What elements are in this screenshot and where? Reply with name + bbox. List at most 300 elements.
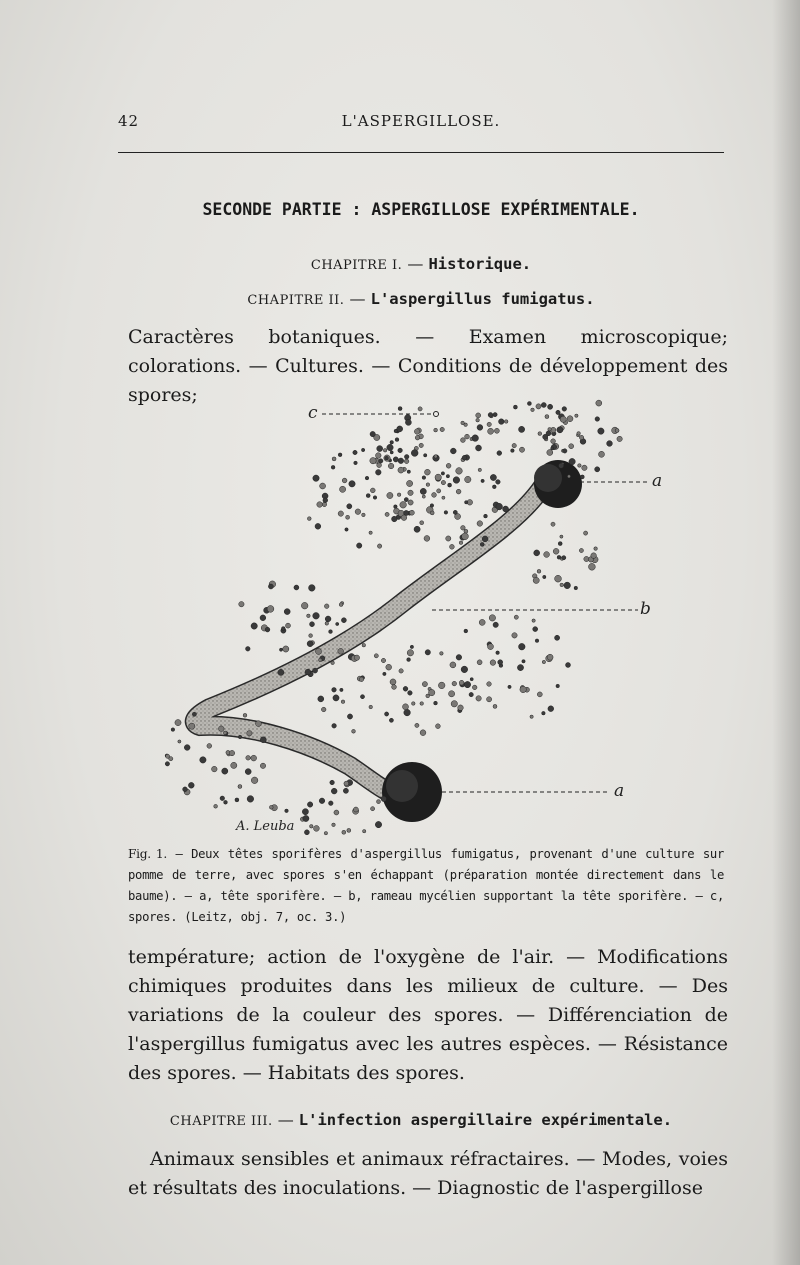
spore — [331, 465, 335, 469]
spore — [545, 415, 549, 419]
spore — [569, 444, 574, 449]
spore — [267, 606, 274, 613]
spore — [405, 419, 411, 425]
spore — [556, 684, 560, 688]
spore — [281, 627, 285, 631]
spore — [407, 480, 413, 486]
spore — [591, 553, 597, 559]
spore — [404, 709, 411, 716]
spore — [517, 665, 523, 671]
spore — [357, 543, 362, 548]
label-b-marker — [432, 599, 651, 619]
spore — [238, 735, 242, 739]
spore — [245, 769, 251, 775]
spore — [324, 604, 329, 609]
spore — [302, 809, 308, 815]
spore — [260, 737, 266, 743]
spore — [247, 796, 254, 803]
spore — [381, 658, 385, 662]
spore — [465, 476, 471, 482]
spore — [418, 407, 422, 411]
spore — [446, 463, 451, 468]
spore — [532, 619, 535, 622]
spore — [461, 526, 466, 531]
spore — [332, 457, 336, 461]
spore — [387, 444, 393, 450]
spore — [607, 441, 613, 447]
spore — [617, 436, 622, 441]
spore — [390, 679, 396, 685]
spore — [256, 721, 262, 727]
chapter-2-label: CHAPITRE II. — [247, 293, 345, 308]
spore — [422, 682, 427, 687]
spore — [400, 502, 407, 509]
spore — [352, 729, 356, 733]
spore — [386, 664, 392, 670]
spore — [444, 511, 448, 515]
spore — [260, 615, 266, 621]
spore — [488, 644, 494, 650]
spore — [362, 513, 366, 517]
spore — [404, 459, 409, 464]
spore — [220, 796, 225, 801]
spore — [332, 823, 336, 827]
spore — [369, 531, 372, 534]
spore — [305, 669, 311, 675]
figure-label-b: b — [640, 599, 651, 619]
spore — [319, 658, 323, 662]
spore — [493, 622, 498, 627]
spore — [332, 688, 337, 693]
spore — [560, 416, 566, 422]
artist-signature: A. Leuba — [236, 819, 295, 834]
spore — [537, 569, 541, 573]
spore — [319, 798, 325, 804]
spore — [465, 434, 470, 439]
spore — [419, 443, 423, 447]
spore — [534, 550, 540, 556]
spore — [490, 474, 496, 480]
spore — [434, 455, 437, 458]
hypha-stalk — [195, 483, 545, 796]
spore — [578, 464, 582, 468]
chapter-2-heading: CHAPITRE II. — L'aspergillus fumigatus. — [247, 289, 595, 308]
spore — [392, 685, 397, 690]
spore — [214, 804, 218, 808]
spore — [558, 542, 562, 546]
spore — [533, 577, 539, 583]
spore — [347, 714, 352, 719]
spore — [313, 475, 319, 481]
spore — [314, 826, 320, 832]
spore — [560, 583, 564, 587]
spore — [398, 458, 404, 464]
spore — [414, 429, 420, 435]
spore — [363, 830, 366, 833]
spore — [165, 762, 169, 766]
spore — [476, 413, 481, 418]
spore — [426, 483, 430, 487]
spore — [353, 450, 357, 454]
spore — [494, 428, 499, 433]
spore — [555, 575, 562, 582]
spore — [260, 763, 265, 768]
spore — [476, 696, 481, 701]
spore — [480, 542, 484, 546]
chapter-2-title: L'aspergillus fumigatus. — [370, 290, 595, 308]
spore — [441, 480, 445, 484]
spore — [469, 692, 473, 696]
label-a-bottom-marker — [442, 781, 624, 801]
spore — [309, 634, 313, 638]
spore — [310, 825, 314, 829]
spore — [560, 535, 563, 538]
spore — [472, 435, 479, 442]
spore — [519, 447, 524, 452]
spore — [435, 474, 441, 480]
spore — [530, 715, 533, 718]
spore — [535, 639, 539, 643]
spore — [325, 622, 329, 626]
chapter-1-label: CHAPITRE I. — [310, 258, 403, 273]
spore — [544, 552, 550, 558]
spore — [212, 766, 218, 772]
spore — [323, 498, 328, 503]
spore — [278, 669, 284, 675]
spore — [451, 701, 457, 707]
spore — [317, 502, 323, 508]
label-c-marker — [308, 403, 439, 423]
spore — [403, 686, 408, 691]
spore — [188, 782, 194, 788]
spore — [496, 480, 501, 485]
spore — [420, 730, 426, 736]
spore — [430, 511, 434, 515]
aspergillus-figure — [140, 388, 680, 838]
spore — [477, 521, 483, 527]
spore — [392, 516, 398, 522]
spore — [376, 453, 382, 459]
spore — [434, 701, 438, 705]
spore — [514, 615, 518, 619]
spore — [490, 660, 496, 666]
spore — [461, 666, 468, 673]
spore — [390, 451, 393, 454]
spore — [499, 419, 505, 425]
spore — [331, 788, 337, 794]
spore — [332, 724, 337, 729]
spore — [537, 692, 542, 697]
spore — [450, 544, 455, 549]
spore — [329, 630, 333, 634]
spore — [318, 696, 324, 702]
spore — [265, 627, 270, 632]
spore — [309, 585, 316, 592]
spore — [387, 492, 393, 498]
spore — [489, 615, 495, 621]
spore — [365, 476, 369, 480]
spore — [425, 650, 430, 655]
spore — [450, 662, 456, 668]
spore — [512, 443, 516, 447]
spore — [422, 476, 426, 480]
spore — [580, 475, 584, 479]
spore — [520, 686, 526, 692]
spore — [183, 787, 188, 792]
spore — [557, 555, 561, 559]
spore — [361, 448, 364, 451]
spore — [553, 548, 559, 554]
spore — [200, 757, 206, 763]
spore — [344, 781, 349, 786]
spore — [566, 663, 571, 668]
spore — [316, 648, 322, 654]
spore — [464, 681, 470, 687]
spore — [390, 441, 394, 445]
spore — [301, 602, 308, 609]
spore — [425, 469, 431, 475]
spore — [476, 445, 482, 451]
spore — [385, 712, 389, 716]
spore — [579, 548, 583, 552]
spore — [171, 728, 175, 732]
spore — [222, 768, 228, 774]
spore — [333, 695, 339, 701]
spore — [251, 755, 257, 761]
spore — [349, 481, 355, 487]
spore — [307, 802, 312, 807]
spore — [347, 828, 351, 832]
figure-label-a-top: a — [652, 471, 663, 491]
spore — [373, 496, 377, 500]
spore — [533, 627, 538, 632]
spore — [462, 455, 467, 460]
spore — [492, 485, 496, 489]
spore — [487, 422, 491, 426]
spore — [479, 619, 485, 625]
spore — [340, 486, 346, 492]
spore — [394, 429, 398, 433]
spore — [398, 448, 403, 453]
spore — [543, 575, 546, 578]
spore — [512, 633, 517, 638]
spore — [559, 463, 564, 468]
spore — [338, 511, 343, 516]
spore — [496, 503, 503, 510]
spore — [557, 427, 563, 433]
spore — [478, 468, 481, 471]
caption-text: — Deux têtes sporifères d'aspergillus fumigatus, provenant d'une culture sur pomme de terre, avec spores s'en échappant (préparation montée directement dans le baume). — a, tête sporifère. — b, rameau mycélien supportant la tête sporifère. — c, spores. (Leitz, obj. 7, oc. 3.) — [128, 847, 724, 924]
spore — [452, 681, 457, 686]
spore — [459, 541, 463, 545]
page-header — [118, 112, 724, 136]
spore — [569, 458, 575, 464]
spore — [385, 512, 389, 516]
spore — [381, 796, 386, 801]
spore — [562, 407, 567, 412]
spore — [511, 449, 515, 453]
spore — [567, 416, 573, 422]
spore — [589, 563, 596, 570]
spore — [575, 414, 578, 417]
spore — [343, 788, 348, 793]
spore — [496, 651, 500, 655]
spore — [487, 697, 492, 702]
spore — [393, 457, 398, 462]
spore — [567, 475, 570, 478]
spore — [579, 435, 583, 439]
spore — [458, 705, 464, 711]
spore — [285, 809, 289, 813]
spore — [398, 407, 402, 411]
spore — [551, 439, 556, 444]
spore — [415, 723, 419, 727]
page-number: 42 — [118, 112, 140, 130]
spore — [420, 521, 424, 525]
spore — [547, 654, 553, 660]
spore — [408, 691, 413, 696]
spore — [338, 648, 344, 654]
spore — [342, 830, 346, 834]
spore — [184, 745, 190, 751]
spore — [498, 660, 503, 665]
spore — [459, 680, 464, 685]
spore — [398, 467, 404, 473]
spore — [307, 641, 313, 647]
part-title: SECONDE PARTIE : ASPERGILLOSE EXPÉRIMENTALE. — [202, 200, 640, 219]
spore — [615, 429, 619, 433]
spore — [542, 660, 545, 663]
spore — [341, 618, 346, 623]
spore — [397, 493, 401, 497]
spore — [219, 726, 225, 732]
spore — [320, 483, 326, 489]
spore — [563, 449, 567, 453]
spore — [401, 515, 407, 521]
spore — [503, 506, 509, 512]
spore — [437, 489, 441, 493]
spore — [488, 428, 494, 434]
figure-caption — [128, 844, 724, 928]
spore — [246, 647, 251, 652]
spore — [441, 472, 444, 475]
spore — [562, 556, 566, 560]
spore — [379, 459, 383, 463]
spore — [408, 490, 413, 495]
spore — [377, 800, 381, 804]
spore — [508, 685, 511, 688]
spore — [375, 821, 381, 827]
spore — [599, 451, 605, 457]
figure-label-c: c — [308, 403, 318, 423]
paragraph-1: Caractères botaniques. — Examen microscopique; colorations. — Cultures. — Conditions de développement des spores; — [128, 326, 728, 406]
spore — [461, 438, 466, 443]
spore — [477, 425, 483, 431]
spore — [366, 494, 370, 498]
chapter-3-label: CHAPITRE III. — [169, 1114, 273, 1129]
spore — [251, 623, 257, 629]
spore — [477, 660, 482, 665]
spore — [470, 678, 473, 681]
spore — [223, 731, 227, 735]
spore — [440, 427, 444, 431]
spore — [513, 405, 517, 409]
spore — [389, 718, 393, 722]
spore — [370, 431, 375, 436]
spore — [442, 496, 445, 499]
spore — [279, 648, 282, 651]
spore — [409, 510, 414, 515]
spore — [472, 685, 477, 690]
spore — [584, 531, 588, 535]
spore — [453, 510, 457, 514]
spore — [166, 754, 170, 758]
spore — [231, 762, 237, 768]
spore — [369, 705, 373, 709]
spore — [438, 682, 445, 689]
spore — [504, 420, 508, 424]
header-rule — [118, 152, 724, 153]
paragraph-2: température; action de l'oxygène de l'air. — Modifications chimiques produites dans les milieux de culture. — Des variations de la couleur des spores. — Différenciation de l'aspergillus fumigatus avec les autres espèces. — Résistance des spores. — Habitats des spores. — [128, 946, 728, 1084]
spore — [238, 785, 242, 789]
spore — [354, 461, 358, 465]
spore — [192, 712, 196, 716]
spore — [424, 536, 430, 542]
spore — [461, 421, 465, 425]
spore — [536, 404, 541, 409]
spore — [408, 500, 413, 505]
spore — [341, 700, 345, 704]
spore — [464, 629, 468, 633]
spore — [355, 509, 361, 515]
spore — [547, 450, 553, 456]
spore — [175, 720, 181, 726]
spore — [411, 450, 418, 457]
spore — [374, 654, 378, 658]
spore — [383, 449, 387, 453]
spore — [404, 498, 408, 502]
spore — [336, 622, 339, 625]
spore — [407, 658, 411, 662]
spore — [574, 586, 578, 590]
spore — [178, 740, 181, 743]
spore — [269, 805, 273, 809]
spore — [432, 493, 437, 498]
spore — [189, 723, 195, 729]
spore — [596, 400, 602, 406]
spore — [294, 585, 299, 590]
spore — [268, 584, 273, 589]
spore — [497, 451, 502, 456]
spore — [383, 672, 386, 675]
spore — [555, 635, 560, 640]
chapter-1-title: Historique. — [428, 255, 532, 273]
spore — [538, 432, 542, 436]
spore — [493, 704, 497, 708]
spore — [207, 744, 212, 749]
spore — [488, 413, 493, 418]
spore — [456, 468, 463, 475]
spore — [360, 695, 364, 699]
spore — [582, 465, 587, 470]
spore — [346, 515, 350, 519]
spore — [403, 704, 409, 710]
sporiferous-head-bottom — [382, 762, 442, 822]
spore — [399, 669, 403, 673]
spore — [359, 677, 364, 682]
spore — [493, 413, 497, 417]
spore — [556, 410, 560, 414]
